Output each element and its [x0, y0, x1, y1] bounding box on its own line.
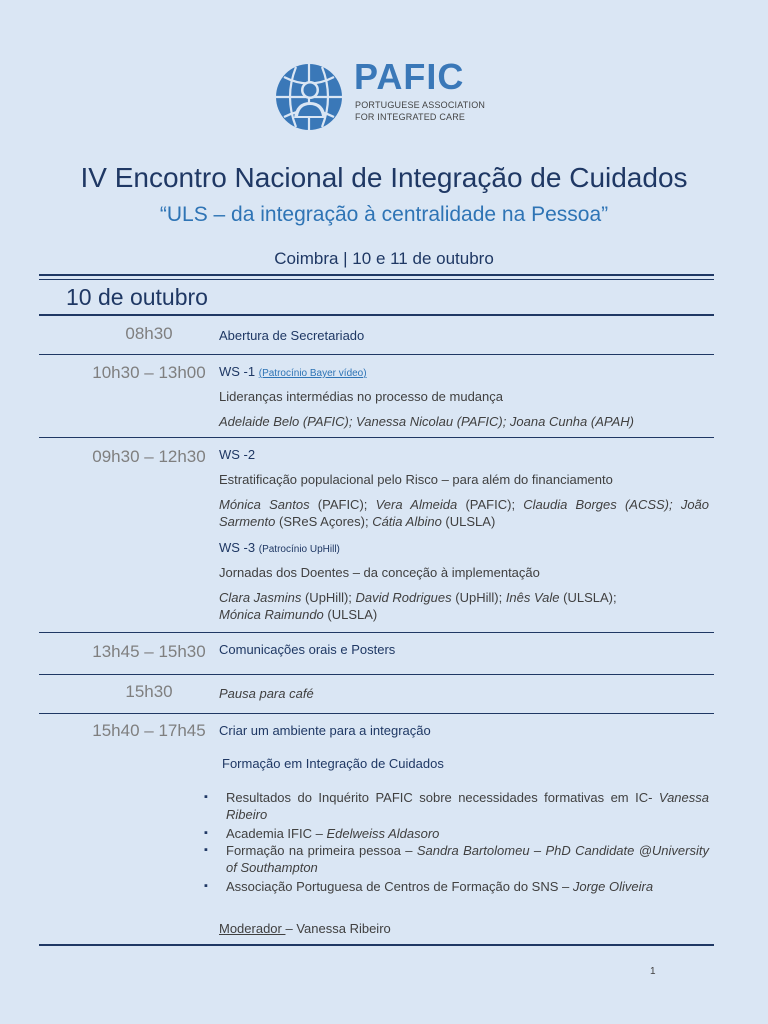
list-item-text: Associação Portuguesa de Centros de Formação do SNS – — [226, 879, 573, 894]
divider — [39, 314, 714, 316]
speaker-name: Mónica Raimundo — [219, 607, 324, 622]
speaker-affiliation: (UpHill); — [301, 590, 356, 605]
list-item — [226, 825, 709, 842]
speaker-affiliation: (SReS Açores); — [275, 514, 373, 529]
sponsor-video-link[interactable]: (Patrocínio Bayer vídeo) — [258, 368, 367, 379]
workshop-topic: Estratificação populacional pelo Risco – para além do financiamento — [219, 472, 613, 487]
list-item-text: Formação na primeira pessoa – — [226, 843, 417, 858]
pafic-logo — [274, 56, 494, 132]
speaker-name: Vera Almeida — [375, 497, 458, 512]
globe-person-icon — [274, 62, 344, 132]
speaker-name: Inês Vale — [505, 590, 560, 605]
event-location-date: Coimbra | 10 e 11 de outubro — [274, 249, 494, 268]
workshop-label: WS -2 — [219, 447, 256, 462]
logo-tagline-line1: PORTUGUESE ASSOCIATION — [355, 100, 486, 110]
workshop-speakers: Adelaide Belo (PAFIC); Vanessa Nicolau (PAFIC); Joana Cunha (APAH) — [219, 414, 634, 429]
list-item — [226, 842, 709, 876]
session-time: 09h30 – 12h30 — [92, 447, 206, 466]
divider — [39, 713, 714, 714]
session-title: Pausa para café — [219, 686, 314, 701]
divider — [39, 944, 714, 946]
session-title: Comunicações orais e Posters — [219, 642, 396, 657]
session-subtitle: Formação em Integração de Cuidados — [222, 756, 444, 771]
workshop-label: WS -3 — [219, 540, 256, 555]
divider — [39, 437, 714, 438]
list-item-text: Academia IFIC – — [226, 826, 327, 841]
list-item — [226, 878, 709, 895]
speaker-affiliation: (PAFIC); — [457, 497, 524, 512]
moderator-label: Moderador — [219, 921, 286, 936]
speaker-affiliation: (PAFIC); — [309, 497, 376, 512]
list-item-speaker: Vanessa Ribeiro — [226, 790, 709, 822]
workshop-topic: Lideranças intermédias no processo de mudança — [219, 389, 504, 404]
speaker-affiliation: (UpHill); — [451, 590, 506, 605]
session-title: Abertura de Secretariado — [219, 328, 365, 343]
divider — [39, 279, 714, 280]
workshop-speakers — [219, 589, 639, 623]
workshop-label: WS -1 — [219, 364, 256, 379]
moderator-line — [219, 920, 709, 937]
workshop-heading — [219, 539, 709, 558]
speaker-affiliation: (ULSLA) — [441, 514, 496, 529]
divider — [39, 674, 714, 675]
speaker-name: Mónica Santos — [219, 497, 310, 512]
logo-wordmark: PAFIC — [354, 56, 465, 97]
speaker-affiliation: (ULSLA) — [323, 607, 378, 622]
session-title: Criar um ambiente para a integração — [219, 723, 431, 738]
divider — [39, 632, 714, 633]
session-time: 15h40 – 17h45 — [92, 721, 206, 740]
list-item-speaker: Edelweiss Aldasoro — [326, 826, 440, 841]
workshop-heading — [219, 363, 709, 382]
list-item-text: Resultados do Inquérito PAFIC sobre necessidades formativas em IC- — [226, 790, 653, 805]
session-time: 08h30 — [125, 324, 173, 343]
list-item — [226, 789, 709, 823]
session-time: 13h45 – 15h30 — [92, 642, 206, 661]
speaker-name: David Rodrigues — [355, 590, 452, 605]
speaker-name: Clara Jasmins — [219, 590, 302, 605]
list-item-speaker: Sandra Bartolomeu – PhD Candidate @University of Southampton — [226, 843, 709, 875]
workshop-speakers — [219, 496, 709, 530]
workshop-topic: Jornadas dos Doentes – da conceção à implementação — [219, 565, 540, 580]
divider — [39, 354, 714, 355]
page-number: 1 — [650, 966, 656, 977]
moderator-name: – Vanessa Ribeiro — [285, 921, 391, 936]
session-time: 10h30 – 13h00 — [92, 363, 206, 382]
list-item-speaker: Jorge Oliveira — [572, 879, 654, 894]
day-heading: 10 de outubro — [66, 284, 208, 310]
event-subtitle: “ULS – da integração à centralidade na Pessoa” — [159, 203, 609, 226]
speaker-affiliation: (ULSLA); — [559, 590, 617, 605]
logo-tagline-line2: FOR INTEGRATED CARE — [355, 112, 466, 122]
divider — [39, 274, 714, 276]
speaker-name: Cátia Albino — [372, 514, 442, 529]
speaker-name: Claudia Borges (ACSS); João Sarmento — [219, 497, 710, 529]
event-title: IV Encontro Nacional de Integração de Cuidados — [80, 162, 688, 193]
session-time: 15h30 — [125, 682, 173, 701]
workshop-sponsor: (Patrocínio UpHill) — [258, 544, 340, 555]
